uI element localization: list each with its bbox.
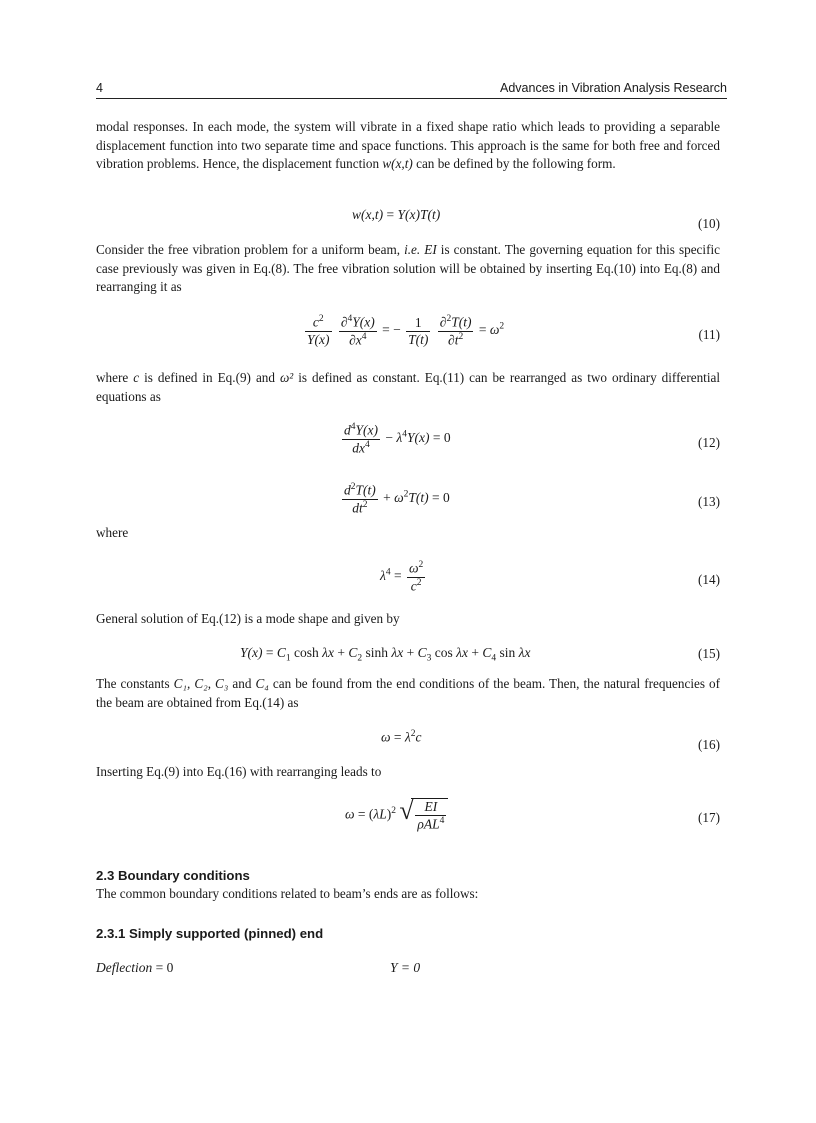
equation-number-17: (17)	[698, 810, 720, 825]
equation-16: $\omega = \lambda^2c$	[381, 729, 422, 745]
boundary-deflection-equation: Y = 0	[390, 960, 421, 975]
running-title: Advances in Vibration Analysis Research	[500, 81, 727, 95]
page-number: 4	[96, 81, 103, 95]
equation-14: $\lambda^4$ = $\frac{\omega^2}{c^2}$	[380, 560, 424, 593]
paragraph-modal-responses: modal responses. In each mode, the system will vibrate in a fixed shape ratio which leads to providing a separable displacement function into two separate time and space functions. This approach is the same for both free and forced vibration problems. Hence, the displacement function w(x,t) can be defined by the following form.	[96, 119, 720, 171]
paragraph-constants: The constants C₁, C₂, C₃ and C₄ can be found from the end conditions of the beam. Then, the natural frequencies of the beam are obtained from Eq.(14) as	[96, 676, 720, 710]
running-header	[96, 80, 727, 99]
paragraph-free-vibration: Consider the free vibration problem for a uniform beam, i.e. EI is constant. The governing equation for this specific case previously was given in Eq.(8). The free vibration solution will be obtained by inserting Eq.(10) into Eq.(8) and rearranging it as	[96, 242, 720, 294]
equation-number-11: (11)	[698, 327, 720, 342]
equation-number-12: (12)	[698, 435, 720, 450]
equation-12: $\frac{d^4Y(x)}{dx^4}$ − $\lambda^4Y(x) = 0$	[344, 422, 451, 455]
subsection-heading-simply-supported: 2.3.1 Simply supported (pinned) end	[96, 926, 324, 941]
equation-number-15: (15)	[698, 646, 720, 661]
equation-13: $\frac{d^2T(t)}{dt^2}$ + $\omega^2T(t) = 0$	[344, 482, 450, 515]
section-heading-boundary-conditions: 2.3 Boundary conditions	[96, 868, 250, 883]
paragraph-inserting: Inserting Eq.(9) into Eq.(16) with rearranging leads to	[96, 764, 382, 779]
equation-17: $\omega = (\lambda L)^2$ √ $\frac{EI}{\rho AL^4}$	[345, 798, 448, 833]
boundary-deflection: Deflection = 0	[96, 960, 174, 975]
equation-15: $Y(x) = C_1$ $\cosh \lambda x + C_2$ $\sinh \lambda x + C_3$ $\cos \lambda x + C_4$ sin λx	[240, 645, 531, 664]
paragraph-where: where	[96, 525, 129, 540]
equation-number-10: (10)	[698, 216, 720, 231]
paragraph-common-boundary: The common boundary conditions related to beam’s ends are as follows:	[96, 886, 479, 901]
equation-number-13: (13)	[698, 494, 720, 509]
equation-11: $\frac{c^2}{Y(x)}$ $\frac{\partial^4Y(x)}{\partial x^4}$ = − $\frac{1}{T(t)}$ $\frac{\partial^2T(t)}{\partial t^2}$ = $\omega^2$	[307, 314, 505, 347]
paragraph-general-solution: General solution of Eq.(12) is a mode shape and given by	[96, 611, 400, 626]
paragraph-where-c: where c is defined in Eq.(9) and ω² is defined as constant. Eq.(11) can be rearranged as two ordinary differential equations as	[96, 370, 721, 404]
equation-number-16: (16)	[698, 737, 720, 752]
equation-10: w(x,t) = Y(x)T(t)	[352, 207, 441, 222]
equation-number-14: (14)	[698, 572, 720, 587]
